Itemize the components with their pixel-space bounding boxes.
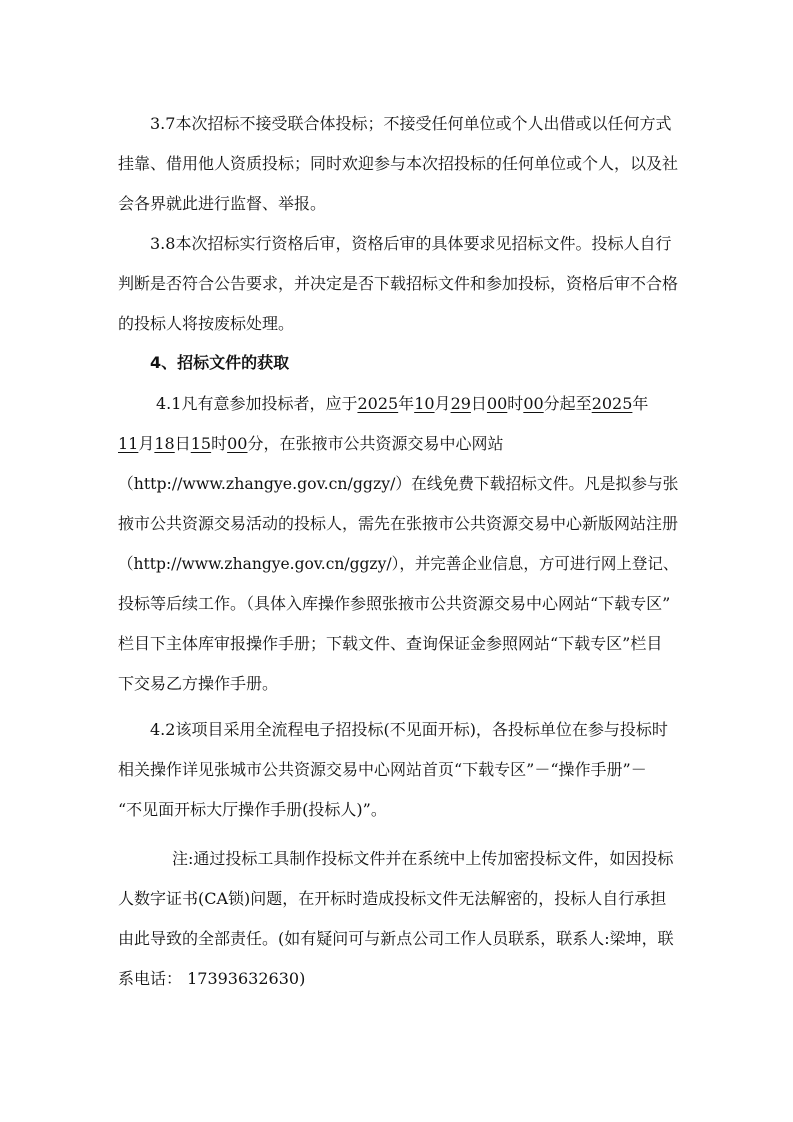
text: 日 — [470, 394, 487, 413]
end-day: 18 — [154, 434, 175, 453]
text: 月 — [434, 394, 451, 413]
end-month: 11 — [118, 434, 139, 453]
para-4-1-line-7: 栏目下主体库审报操作手册；下载文件、查询保证金参照网站“下载专区”栏目 — [118, 634, 663, 653]
para-4-2-line-3: “不见面开标大厅操作手册(投标人)”。 — [118, 800, 387, 819]
text: 年 — [632, 394, 649, 413]
para-4-2-line-1: 4.2该项目采用全流程电子招投标(不见面开标)，各投标单位在参与投标时 — [150, 720, 668, 739]
end-minute: 00 — [227, 434, 248, 453]
note-line-4: 系电话： 17393632630) — [118, 969, 306, 988]
para-4-1-line-5: （http://www.zhangye.gov.cn/ggzy/），并完善企业信息，方可进行网上登记、 — [118, 554, 679, 573]
para-3-8-line-3: 的投标人将按废标处理。 — [118, 314, 295, 333]
text: 时 — [211, 434, 228, 453]
end-year: 2025 — [591, 394, 633, 413]
para-3-7-line-1: 3.7本次招标不接受联合体投标；不接受任何单位或个人出借或以任何方式 — [150, 114, 672, 133]
para-3-8-line-1: 3.8本次招标实行资格后审，资格后审的具体要求见招标文件。投标人自行 — [150, 234, 672, 253]
end-hour: 15 — [190, 434, 212, 453]
text: 4.1凡有意参加投标者，应于 — [156, 394, 358, 413]
start-year: 2025 — [357, 394, 399, 413]
start-minute: 00 — [523, 394, 544, 413]
section-heading: 4、招标文件的获取 — [150, 353, 290, 372]
note-line-2: 人数字证书(CA锁)问题，在开标时造成投标文件无法解密的，投标人自行承担 — [118, 889, 667, 908]
para-4-2-line-2: 相关操作详见张城市公共资源交易中心网站首页“下载专区”－“操作手册”－ — [118, 760, 647, 779]
start-month: 10 — [414, 394, 435, 413]
para-4-1-line-1 — [156, 393, 648, 415]
para-4-1-line-8: 下交易乙方操作手册。 — [118, 674, 279, 693]
para-4-1-line-4: 掖市公共资源交易活动的投标人，需先在张掖市公共资源交易中心新版网站注册 — [118, 514, 679, 533]
para-4-1-line-2 — [118, 433, 504, 455]
para-3-8-line-2: 判断是否符合公告要求，并决定是否下载招标文件和参加投标，资格后审不合格 — [118, 274, 679, 293]
text: 分起至 — [543, 394, 592, 413]
text: 分，在张掖市公共资源交易中心网站 — [247, 434, 504, 453]
start-day: 29 — [450, 394, 471, 413]
start-hour: 00 — [486, 394, 508, 413]
text: 月 — [138, 434, 155, 453]
text: 时 — [507, 394, 524, 413]
para-4-1-line-6: 投标等后续工作。（具体入库操作参照张掖市公共资源交易中心网站“下载专区” — [118, 594, 671, 613]
note-line-1: 注:通过投标工具制作投标文件并在系统中上传加密投标文件，如因投标 — [172, 849, 674, 868]
text: 年 — [398, 394, 415, 413]
para-3-7-line-3: 会各界就此进行监督、举报。 — [118, 194, 327, 213]
para-3-7-line-2: 挂靠、借用他人资质投标；同时欢迎参与本次招投标的任何单位或个人，以及社 — [118, 154, 679, 173]
para-4-1-line-3: （http://www.zhangye.gov.cn/ggzy/）在线免费下载招标文件。凡是拟参与张 — [118, 474, 679, 493]
note-line-3: 由此导致的全部责任。(如有疑问可与新点公司工作人员联系，联系人:梁坤，联 — [118, 929, 674, 948]
text: 日 — [174, 434, 191, 453]
